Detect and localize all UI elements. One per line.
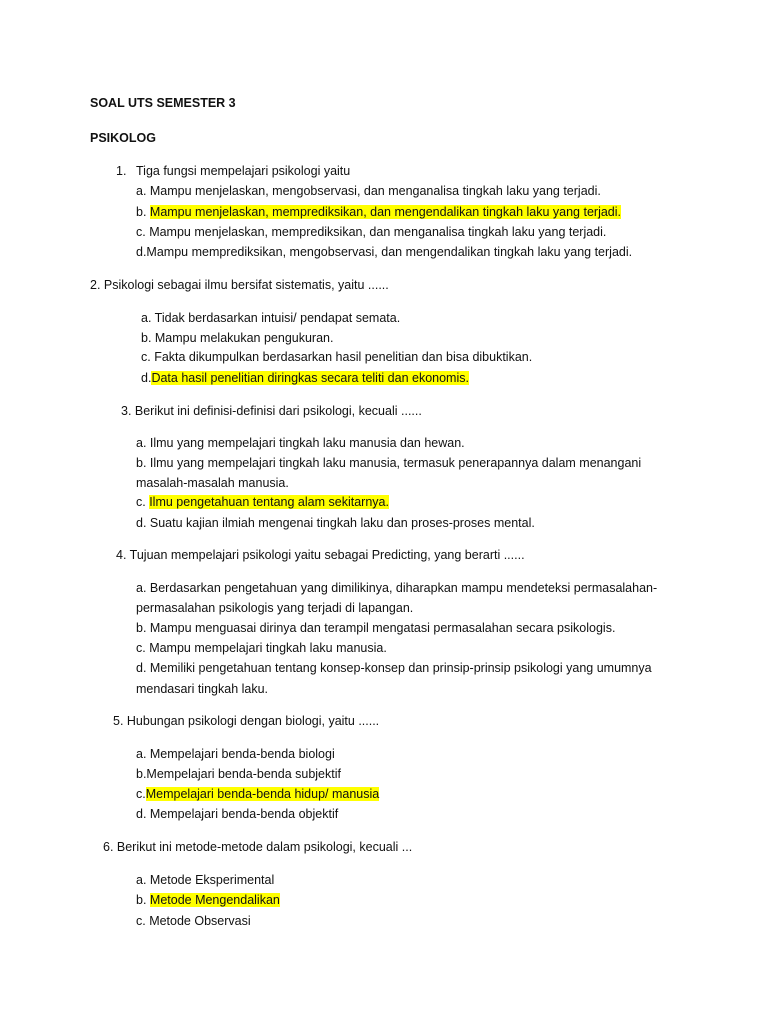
q4-option-d-line1: d. Memiliki pengetahuan tentang konsep-konsep dan prinsip-prinsip psikologi yang umumnya <box>136 661 652 675</box>
document-title: SOAL UTS SEMESTER 3 <box>90 96 236 110</box>
q6-option-b-prefix: b. <box>136 893 150 907</box>
q2-option-a: a. Tidak berdasarkan intuisi/ pendapat semata. <box>141 311 401 325</box>
q4-option-a-line1: a. Berdasarkan pengetahuan yang dimilikinya, diharapkan mampu mendeteksi permasalahan- <box>136 581 658 595</box>
q3-option-b-line1: b. Ilmu yang mempelajari tingkah laku manusia, termasuk penerapannya dalam menangani <box>136 456 642 470</box>
q1-number: 1. <box>116 164 127 178</box>
q1-option-b <box>136 204 621 220</box>
q3-option-c <box>136 494 389 510</box>
q2-option-b: b. Mampu melakukan pengukuran. <box>141 331 334 345</box>
q6-option-c: c. Metode Observasi <box>136 914 251 928</box>
q6-option-b <box>136 892 280 908</box>
q5-option-c-highlighted: Mempelajari benda-benda hidup/ manusia <box>145 787 380 801</box>
q2-text: 2. Psikologi sebagai ilmu bersifat sistematis, yaitu ...... <box>90 278 389 292</box>
q3-option-d: d. Suatu kajian ilmiah mengenai tingkah laku dan proses-proses mental. <box>136 516 535 530</box>
q5-option-b: b.Mempelajari benda-benda subjektif <box>136 767 341 781</box>
q5-option-a: a. Mempelajari benda-benda biologi <box>136 747 335 761</box>
q4-text: 4. Tujuan mempelajari psikologi yaitu sebagai Predicting, yang berarti ...... <box>116 548 525 562</box>
q3-option-c-prefix: c. <box>136 495 150 509</box>
q2-option-c: c. Fakta dikumpulkan berdasarkan hasil penelitian dan bisa dibuktikan. <box>141 350 533 364</box>
q1-option-a: a. Mampu menjelaskan, mengobservasi, dan menganalisa tingkah laku yang terjadi. <box>136 184 601 198</box>
q5-option-c-prefix: c. <box>136 787 146 801</box>
q3-option-b-line2: masalah-masalah manusia. <box>136 476 289 490</box>
q1-option-c: c. Mampu menjelaskan, memprediksikan, dan menganalisa tingkah laku yang terjadi. <box>136 225 607 239</box>
q6-option-a: a. Metode Eksperimental <box>136 873 275 887</box>
q2-option-d-prefix: d. <box>141 371 152 385</box>
q3-option-c-highlighted: Ilmu pengetahuan tentang alam sekitarnya. <box>149 495 389 509</box>
q1-option-b-prefix: b. <box>136 205 150 219</box>
q2-option-d-highlighted: Data hasil penelitian diringkas secara teliti dan ekonomis. <box>151 371 469 385</box>
q6-option-b-highlighted: Metode Mengendalikan <box>149 893 280 907</box>
q1-option-b-highlighted: Mampu menjelaskan, memprediksikan, dan mengendalikan tingkah laku yang terjadi. <box>149 205 621 219</box>
q1-option-d: d.Mampu memprediksikan, mengobservasi, dan mengendalikan tingkah laku yang terjadi. <box>136 245 633 259</box>
q4-option-d-line2: mendasari tingkah laku. <box>136 682 269 696</box>
q4-option-a-line2: permasalahan psikologis yang terjadi di lapangan. <box>136 601 414 615</box>
q5-option-d: d. Mempelajari benda-benda objektif <box>136 807 339 821</box>
q5-option-c <box>136 786 379 802</box>
q1-text: Tiga fungsi mempelajari psikologi yaitu <box>136 164 351 178</box>
subject-heading: PSIKOLOG <box>90 131 156 145</box>
q6-text: 6. Berikut ini metode-metode dalam psikologi, kecuali ... <box>103 840 413 854</box>
q4-option-c: c. Mampu mempelajari tingkah laku manusia. <box>136 641 387 655</box>
q2-option-d <box>141 370 469 386</box>
q5-text: 5. Hubungan psikologi dengan biologi, yaitu ...... <box>113 714 380 728</box>
q4-option-b: b. Mampu menguasai dirinya dan terampil mengatasi permasalahan secara psikologis. <box>136 621 616 635</box>
q3-option-a: a. Ilmu yang mempelajari tingkah laku manusia dan hewan. <box>136 436 465 450</box>
q3-text: 3. Berikut ini definisi-definisi dari psikologi, kecuali ...... <box>121 404 422 418</box>
